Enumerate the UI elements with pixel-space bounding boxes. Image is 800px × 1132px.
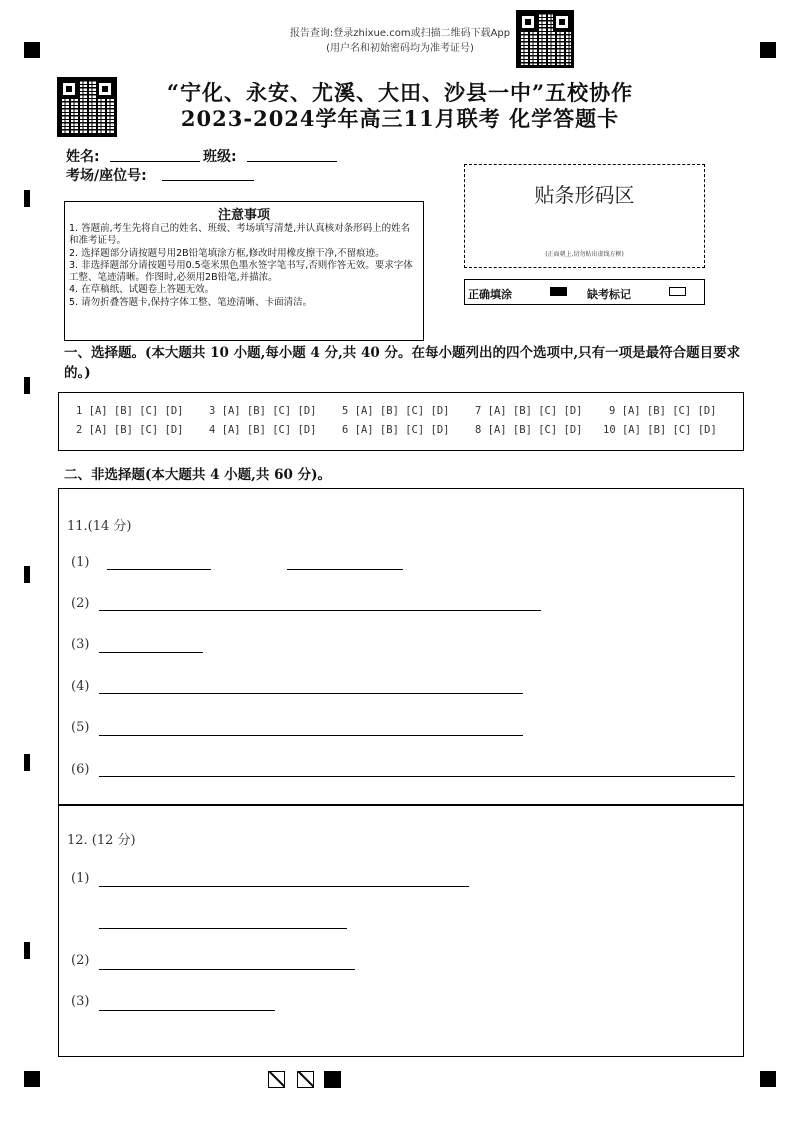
notice-item: 1. 答题前,考生先将自己的姓名、班级、考场填写清楚,并认真核对条形码上的姓名和准考证号。 — [69, 223, 411, 247]
registration-mark-bottom-right — [760, 1071, 776, 1087]
mc-question-6[interactable]: 6 [A] [B] [C] [D] — [342, 424, 450, 436]
timing-mark — [24, 566, 30, 583]
page-id-mark — [268, 1071, 285, 1088]
q12-part-label: (3) — [71, 994, 90, 1009]
mc-question-4[interactable]: 4 [A] [B] [C] [D] — [209, 424, 317, 436]
section1-title: 一、选择题。(本大题共 10 小题,每小题 4 分,共 40 分。在每小题列出的四个选项中,只有一项是最符合题目要求的。) — [64, 345, 741, 381]
section2-title: 二、非选择题(本大题共 4 小题,共 60 分)。 — [64, 467, 331, 483]
mc-question-9[interactable]: 9 [A] [B] [C] [D] — [609, 405, 717, 417]
mc-question-5[interactable]: 5 [A] [B] [C] [D] — [342, 405, 450, 417]
barcode-label: 贴条形码区 — [534, 183, 635, 207]
q12-2-answer-line[interactable] — [99, 969, 355, 970]
registration-mark-bottom-left — [24, 1071, 40, 1087]
timing-mark — [24, 190, 30, 207]
q12-3-answer-line[interactable] — [99, 1010, 275, 1011]
class-field[interactable] — [247, 161, 337, 162]
name-field[interactable] — [110, 161, 200, 162]
notice-item: 3. 非选择题部分请按题号用0.5毫米黑色墨水签字笔书写,否则作答无效。要求字体工整、笔迹清晰。作图时,必须用2B铅笔,并描浓。 — [69, 259, 413, 284]
mc-question-10[interactable]: 10 [A] [B] [C] [D] — [603, 424, 717, 436]
q12-1-answer-line-b[interactable] — [99, 928, 347, 929]
q11-6-answer-line[interactable] — [99, 776, 735, 777]
q12-part-label: (2) — [71, 953, 90, 968]
absent-mark-checkbox[interactable] — [669, 287, 686, 296]
q11-part-label: (1) — [71, 555, 90, 570]
q11-1-answer-line-b[interactable] — [287, 569, 403, 570]
timing-mark — [24, 754, 30, 771]
q12-part-label: (1) — [71, 871, 90, 886]
q11-2-answer-line[interactable] — [99, 610, 541, 611]
mc-question-8[interactable]: 8 [A] [B] [C] [D] — [475, 424, 583, 436]
timing-mark — [24, 942, 30, 959]
mc-question-1[interactable]: 1 [A] [B] [C] [D] — [76, 405, 184, 417]
q11-3-answer-line[interactable] — [99, 652, 203, 653]
page-subtitle: 2023-2024学年高三11月联考 化学答题卡 — [180, 106, 620, 131]
absent-mark-label: 缺考标记 — [587, 288, 631, 301]
page-id-mark — [297, 1071, 314, 1088]
barcode-area[interactable] — [464, 164, 705, 268]
q11-part-label: (4) — [71, 679, 90, 694]
q11-1-answer-line-a[interactable] — [107, 569, 211, 570]
notice-item: 2. 选择题部分请按题号用2B铅笔填涂方框,修改时用橡皮擦干净,不留痕迹。 — [69, 247, 385, 259]
correct-fill-sample — [550, 287, 567, 296]
correct-fill-label: 正确填涂 — [468, 288, 512, 301]
fill-legend — [464, 279, 705, 305]
page-title: “宁化、永安、尤溪、大田、沙县一中”五校协作 — [166, 80, 634, 105]
mc-question-7[interactable]: 7 [A] [B] [C] [D] — [475, 405, 583, 417]
page-id-mark-filled — [324, 1071, 341, 1088]
q11-5-answer-line[interactable] — [99, 735, 523, 736]
report-query-text: 报告查询:登录zhixue.com或扫描二维码下载App — [289, 28, 511, 39]
notice-box — [64, 201, 424, 341]
multiple-choice-grid — [58, 392, 744, 451]
q11-4-answer-line[interactable] — [99, 693, 523, 694]
notice-item: 5. 请勿折叠答题卡,保持字体工整、笔迹清晰、卡面清洁。 — [69, 296, 313, 308]
mc-question-3[interactable]: 3 [A] [B] [C] [D] — [209, 405, 317, 417]
timing-mark — [24, 377, 30, 394]
question-11-box — [58, 488, 744, 806]
seat-label: 考场/座位号: — [66, 168, 147, 184]
notice-item: 4. 在草稿纸、试题卷上答题无效。 — [69, 284, 215, 296]
q11-part-label: (6) — [71, 762, 90, 777]
q11-part-label: (5) — [71, 720, 90, 735]
login-hint-text: (用户名和初始密码均为准考证号) — [326, 43, 474, 54]
question-12-header: 12. (12 分) — [67, 833, 136, 848]
q12-1-answer-line-a[interactable] — [99, 886, 469, 887]
question-11-header: 11.(14 分) — [67, 519, 132, 534]
notice-title: 注意事项 — [217, 208, 270, 223]
seat-field[interactable] — [162, 180, 254, 181]
mc-question-2[interactable]: 2 [A] [B] [C] [D] — [76, 424, 184, 436]
q11-part-label: (2) — [71, 596, 90, 611]
name-label: 姓名: — [66, 149, 100, 165]
q11-part-label: (3) — [71, 637, 90, 652]
barcode-hint: (正面朝上,切勿贴出虚线方框) — [545, 251, 624, 258]
question-12-box — [58, 804, 744, 1057]
class-label: 班级: — [203, 149, 237, 165]
